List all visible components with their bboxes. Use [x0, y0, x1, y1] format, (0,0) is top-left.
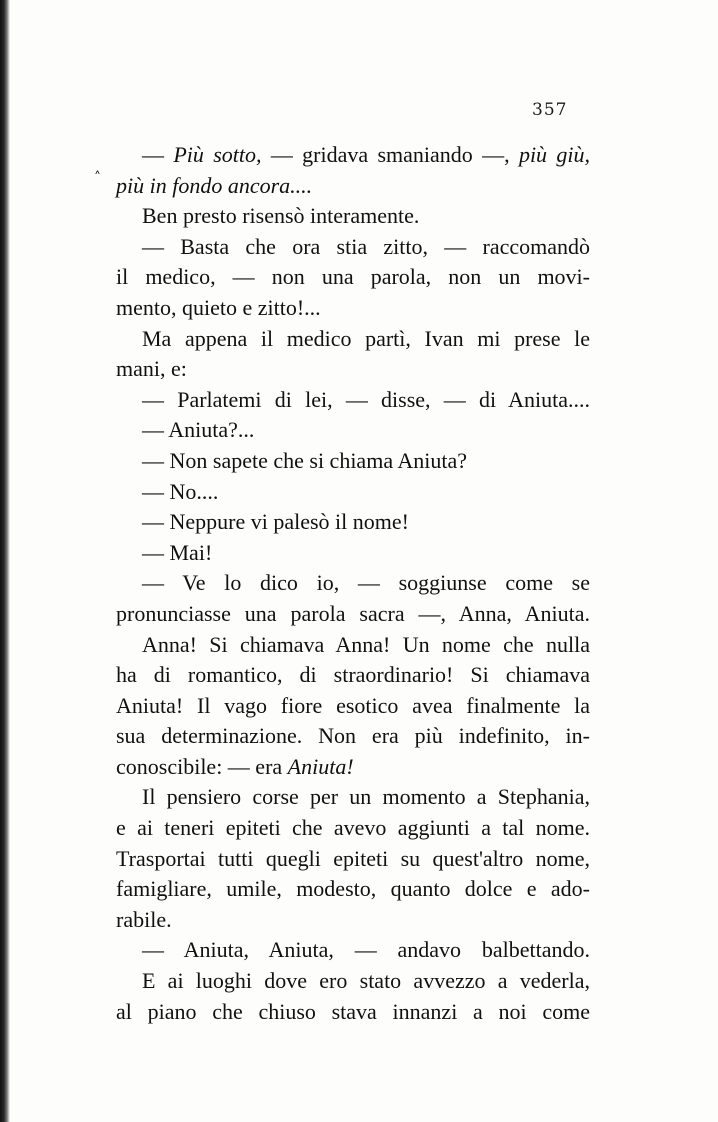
text-line: pronunciasse una parola sacra —, Anna, Aniuta. — [116, 600, 590, 626]
text-line: — Non sapete che si chiama Aniuta? — [142, 447, 468, 473]
margin-mark: ˄ — [94, 170, 101, 186]
text-line: ha di romantico, di straordinario! Si chiamava — [116, 662, 590, 688]
text-line: conoscibile: — era Aniuta! — [116, 753, 354, 779]
text-line: — Più sotto, — gridava smaniando —, più giù, — [142, 142, 590, 167]
text-line: Ma appena il medico partì, Ivan mi prese le — [142, 325, 590, 351]
text-line: e ai teneri epiteti che avevo aggiunti a tal nome. — [116, 815, 590, 841]
text-line: E ai luoghi dove ero stato avvezzo a vederla, — [142, 968, 590, 994]
text-line: — Basta che ora stia zitto, — raccomandò — [142, 233, 590, 259]
body-text — [116, 140, 590, 1027]
text-line: — Aniuta, Aniuta, — andavo balbettando. — [142, 937, 590, 963]
text-line: — Ve lo dico io, — soggiunse come se — [142, 570, 590, 596]
text-line: Il pensiero corse per un momento a Stephania, — [142, 784, 590, 810]
text-line: — Parlatemi di lei, — disse, — di Aniuta.... — [142, 386, 590, 412]
page-number: 357 — [532, 100, 568, 120]
text-line: mani, e: — [116, 356, 187, 382]
text-line: sua determinazione. Non era più indefinito, in- — [116, 723, 590, 749]
text-line: Trasportai tutti quegli epiteti su quest'altro nome, — [116, 845, 590, 871]
text-line: — Neppure vi palesò il nome! — [142, 509, 409, 535]
text-line: Ben presto risensò interamente. — [142, 203, 420, 229]
text-line: il medico, — non una parola, non un movi- — [116, 264, 590, 290]
text-line: — Mai! — [142, 539, 213, 565]
text-line: più in fondo ancora.... — [116, 172, 313, 198]
text-line: Anna! Si chiamava Anna! Un nome che nulla — [142, 631, 590, 657]
text-line: rabile. — [116, 906, 172, 932]
book-spine-shadow — [0, 0, 10, 1122]
text-line: al piano che chiuso stava innanzi a noi come — [116, 998, 590, 1024]
text-line: Aniuta! Il vago fiore esotico avea finalmente la — [116, 692, 590, 718]
text-line: — No.... — [142, 478, 219, 504]
text-line: mento, quieto e zitto!... — [116, 294, 321, 320]
text-line: famigliare, umile, modesto, quanto dolce e ado- — [116, 876, 590, 902]
text-line: — Aniuta?... — [142, 417, 255, 443]
